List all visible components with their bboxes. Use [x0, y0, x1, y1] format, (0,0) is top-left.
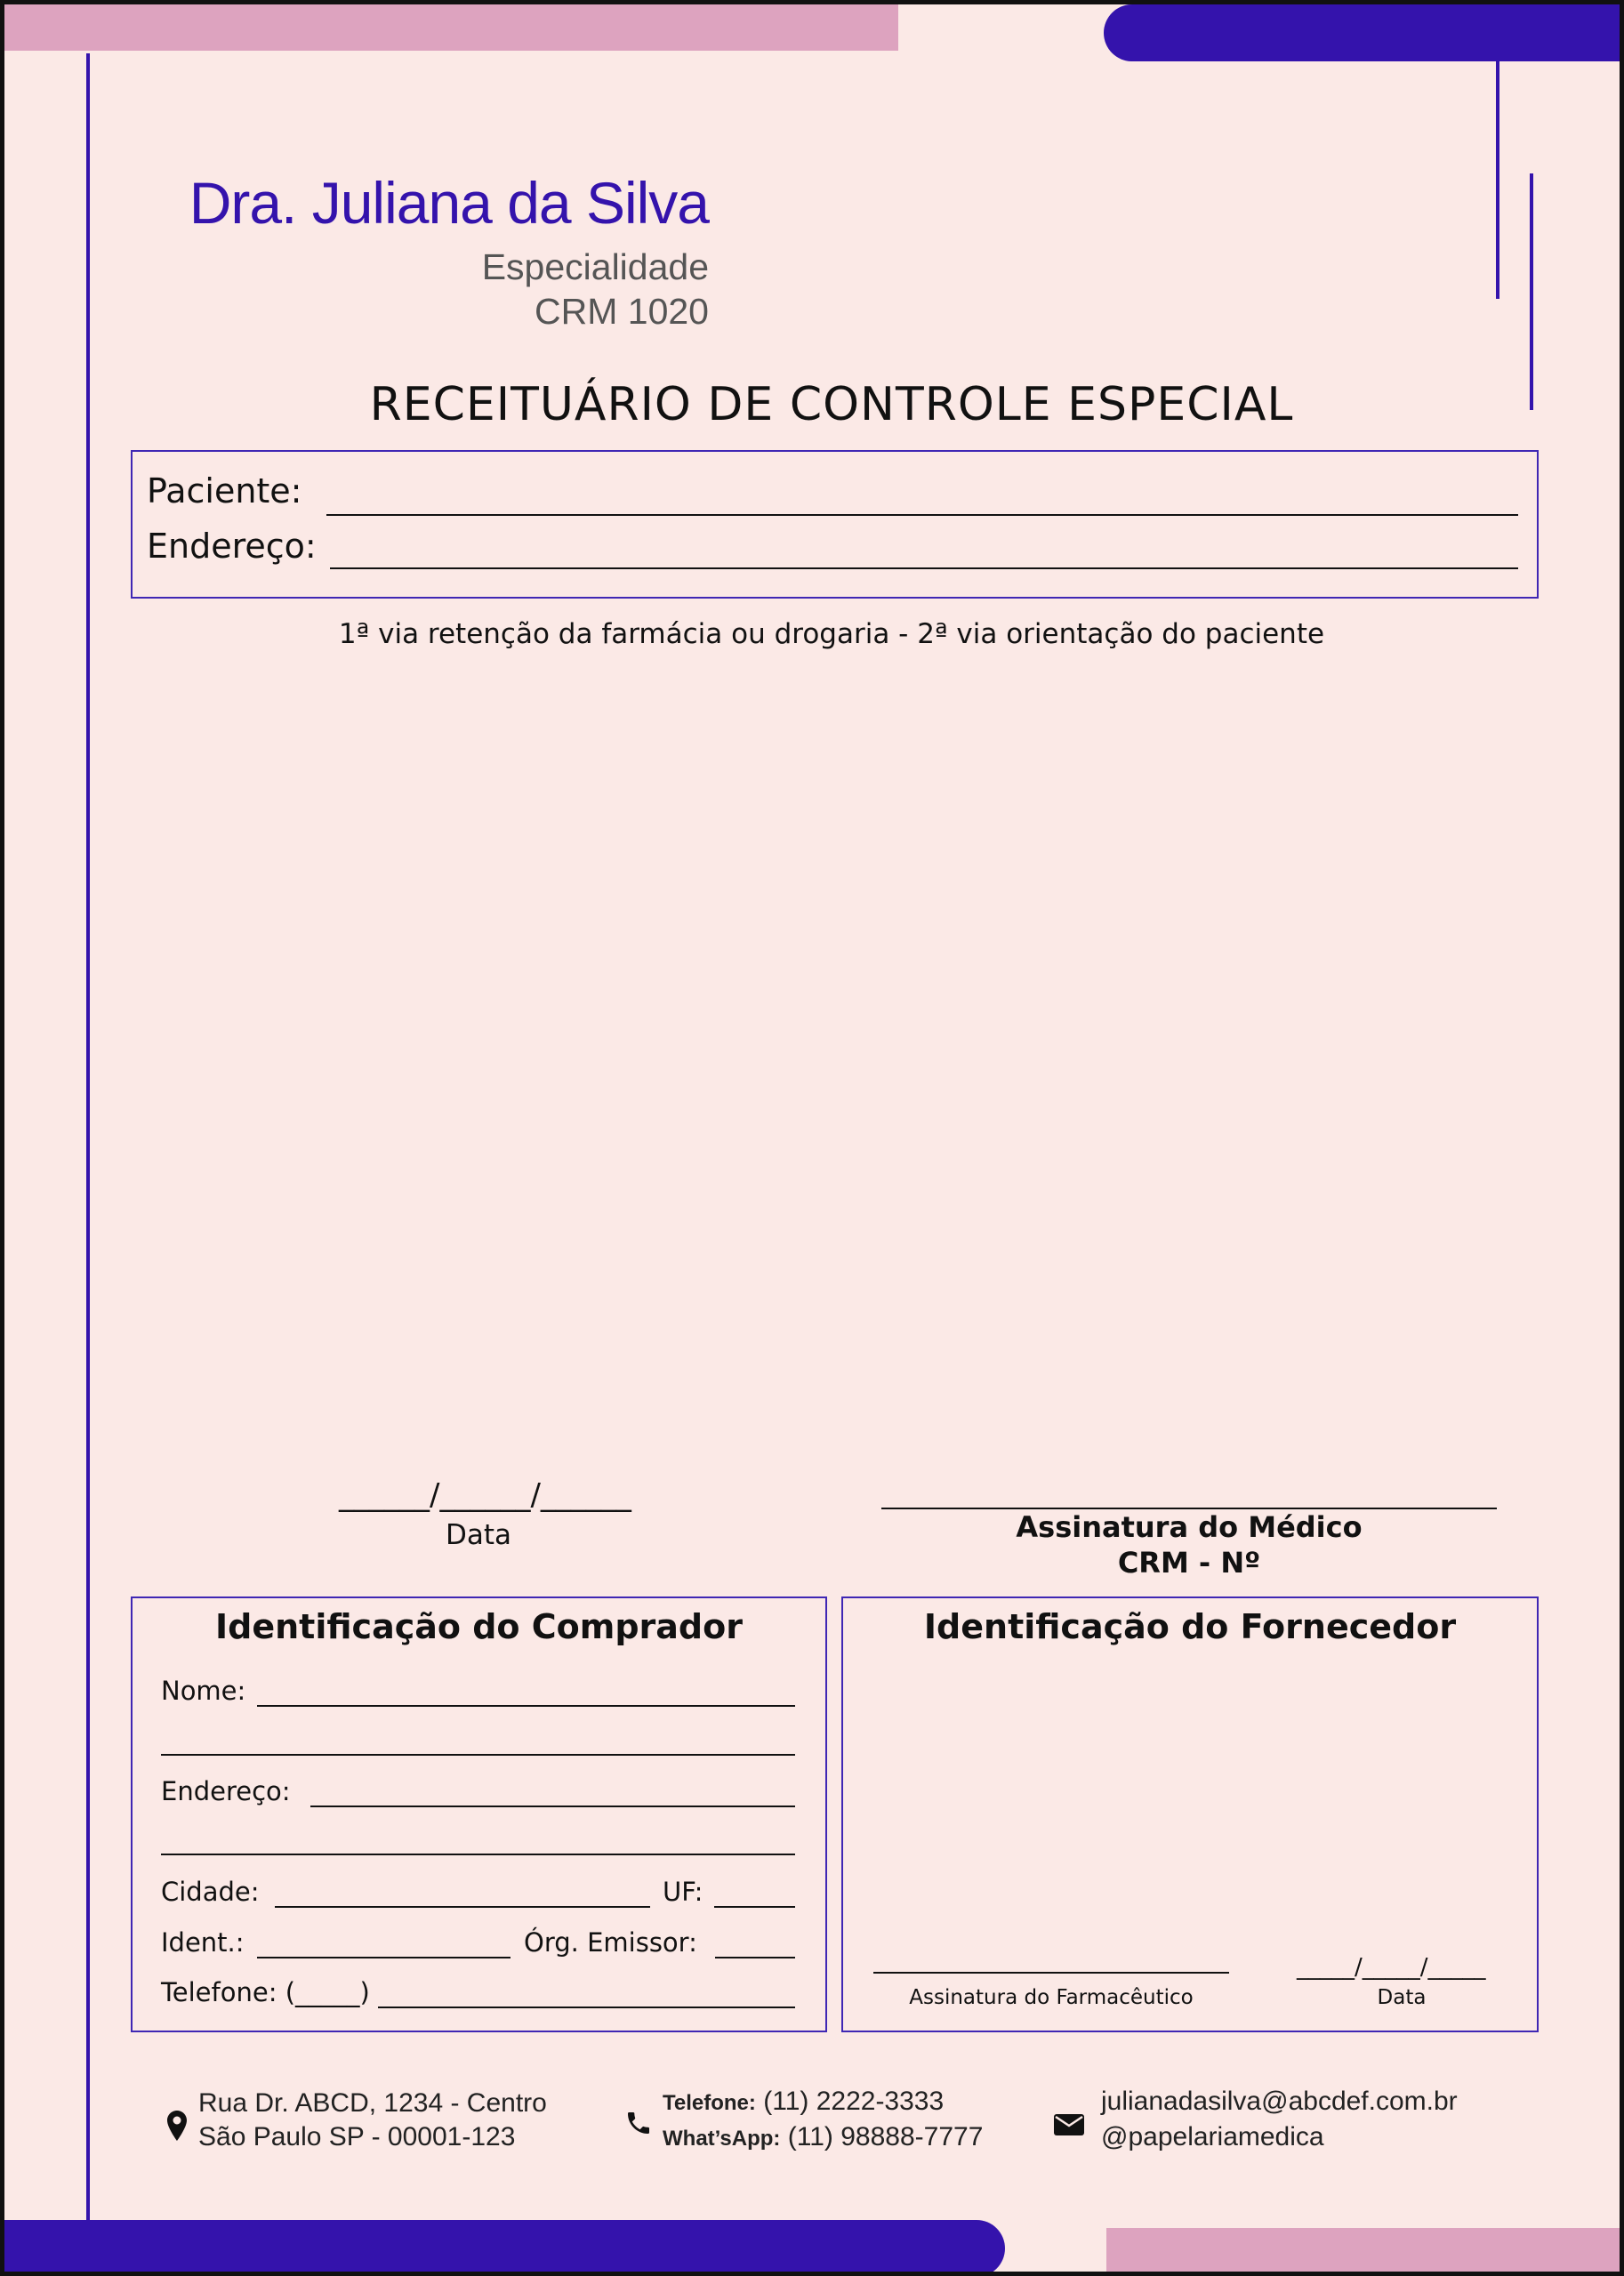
buyer-phone-line[interactable]	[378, 2007, 795, 2008]
patient-box	[131, 450, 1539, 599]
patient-address-line[interactable]	[330, 567, 1518, 569]
supplier-date-blank[interactable]: _____/_____/_____	[1297, 1954, 1486, 1981]
supplier-box	[841, 1596, 1539, 2032]
footer-phone-label: Telefone:	[663, 2091, 756, 2115]
bottom-pink-band	[1106, 2228, 1624, 2276]
buyer-ident-line[interactable]	[257, 1957, 511, 1958]
buyer-issuer-label: Órg. Emissor:	[524, 1927, 697, 1958]
supplier-title: Identificação do Fornecedor	[923, 1607, 1457, 1646]
footer-address-line1: Rua Dr. ABCD, 1234 - Centro	[198, 2088, 547, 2118]
doctor-signature-line[interactable]	[881, 1508, 1497, 1509]
footer-phone	[663, 2087, 944, 2117]
phone-icon	[624, 2109, 653, 2141]
right-vertical-rule-2	[1530, 173, 1533, 410]
buyer-address-line-2[interactable]	[161, 1854, 795, 1855]
buyer-address-line[interactable]	[310, 1806, 795, 1807]
envelope-icon	[1054, 2114, 1084, 2139]
buyer-city-line[interactable]	[275, 1906, 650, 1908]
document-title: RECEITUÁRIO DE CONTROLE ESPECIAL	[369, 378, 1294, 431]
patient-label: Paciente:	[147, 471, 302, 511]
patient-address-label: Endereço:	[147, 527, 317, 566]
doctor-signature-label: Assinatura do Médico	[1016, 1510, 1363, 1544]
via-note: 1ª via retenção da farmácia ou drogaria - 2ª via orientação do paciente	[338, 618, 1325, 650]
doctor-signature-crm: CRM - Nº	[1117, 1546, 1261, 1580]
supplier-date-label: Data	[1377, 1986, 1427, 2009]
footer-whatsapp	[663, 2122, 983, 2152]
doctor-specialty: Especialidade	[481, 246, 709, 287]
buyer-name-line[interactable]	[257, 1705, 795, 1707]
doctor-crm: CRM 1020	[535, 291, 709, 332]
buyer-ident-label: Ident.:	[161, 1927, 245, 1958]
top-pink-band	[4, 4, 898, 51]
buyer-name-label: Nome:	[161, 1676, 246, 1706]
buyer-address-label: Endereço:	[161, 1776, 291, 1806]
buyer-uf-label: UF:	[663, 1877, 703, 1907]
prescription-date-label: Data	[445, 1519, 512, 1551]
top-blue-band	[1104, 4, 1624, 61]
patient-name-line[interactable]	[326, 514, 1518, 516]
buyer-phone-label: Telefone: (_____)	[161, 1977, 370, 2007]
pharmacist-signature-label: Assinatura do Farmacêutico	[909, 1986, 1194, 2009]
bottom-blue-band	[4, 2220, 1005, 2276]
pharmacist-signature-line[interactable]	[873, 1972, 1229, 1974]
buyer-issuer-line[interactable]	[715, 1957, 795, 1958]
footer-social[interactable]: @papelariamedica	[1101, 2122, 1324, 2151]
buyer-title: Identificação do Comprador	[215, 1607, 743, 1646]
buyer-name-line-2[interactable]	[161, 1754, 795, 1756]
footer-whatsapp-label: What’sApp:	[663, 2127, 781, 2151]
footer-whatsapp-value: (11) 98888-7777	[787, 2122, 984, 2151]
buyer-uf-line[interactable]	[714, 1906, 795, 1908]
buyer-city-label: Cidade:	[161, 1877, 260, 1907]
right-vertical-rule-1	[1496, 61, 1499, 299]
footer-email[interactable]: julianadasilva@abcdef.com.br	[1101, 2087, 1458, 2116]
footer-phone-value: (11) 2222-3333	[763, 2087, 945, 2116]
location-pin-icon	[167, 2111, 187, 2144]
footer-address-line2: São Paulo SP - 00001-123	[198, 2122, 516, 2151]
doctor-name: Dra. Juliana da Silva	[189, 170, 709, 236]
buyer-box	[131, 1596, 827, 2032]
prescription-date-blank[interactable]: ______/______/______	[339, 1477, 631, 1513]
